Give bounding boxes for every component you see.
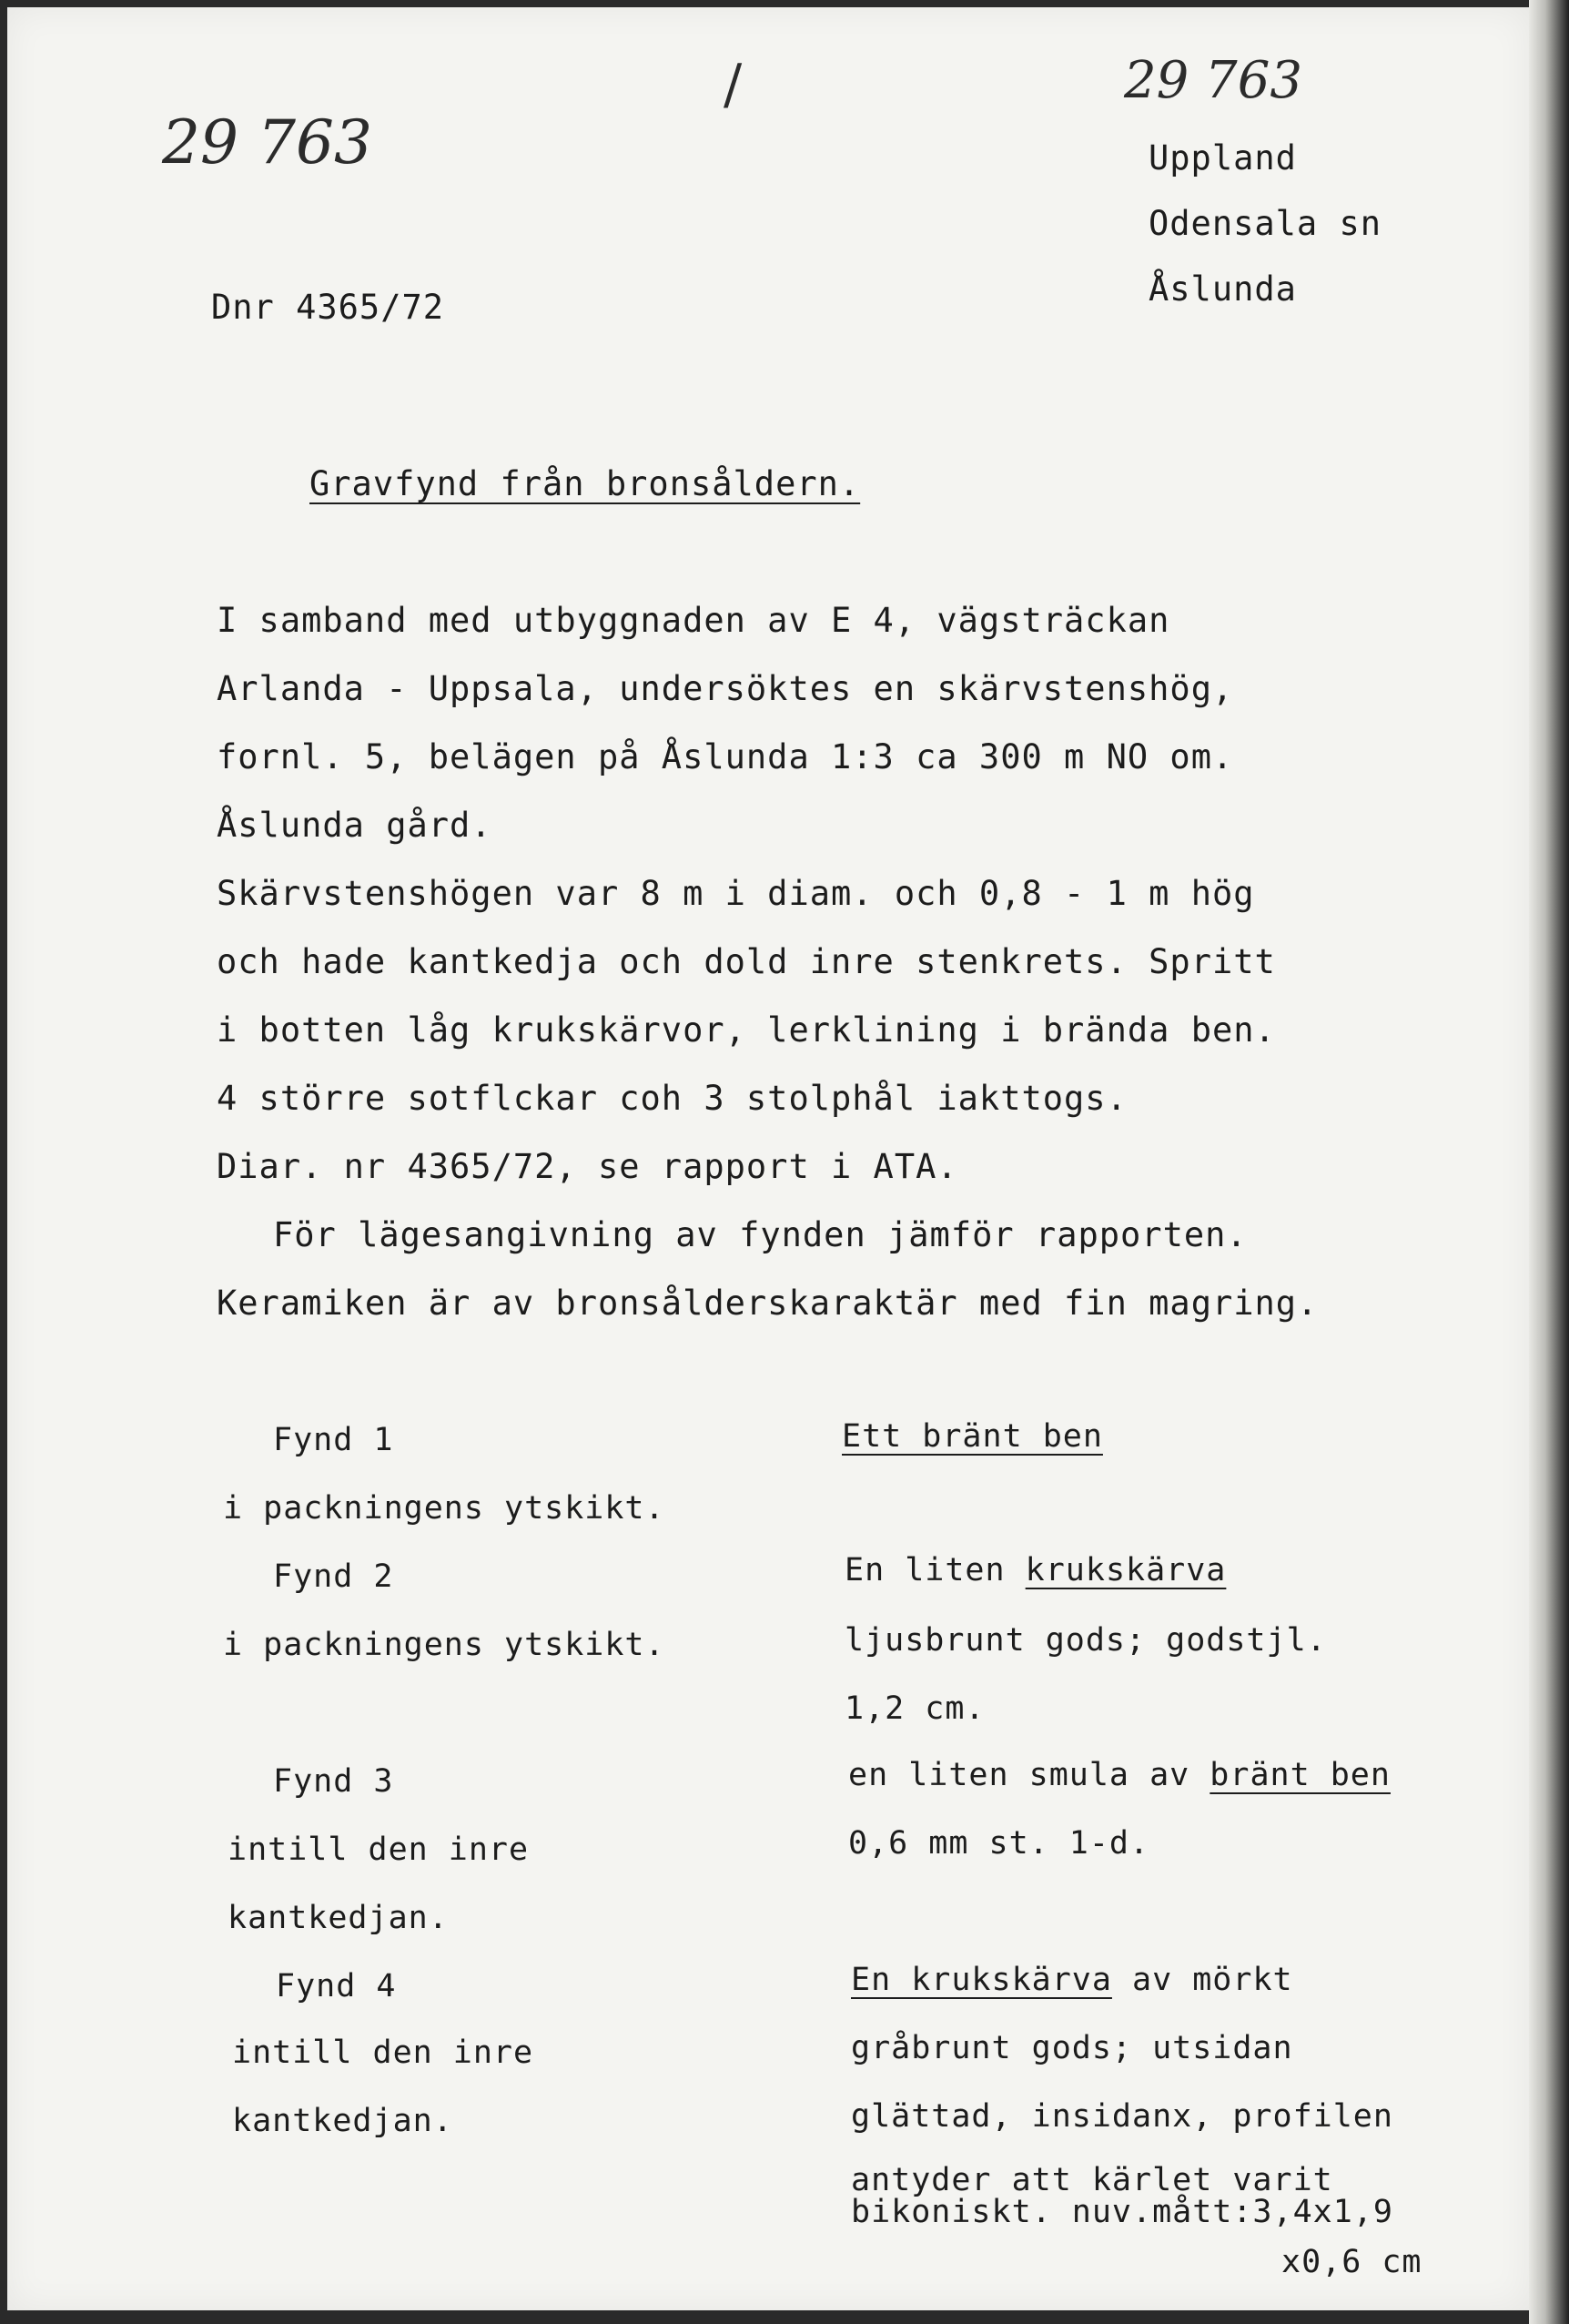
find-description-line: glättad, insidanx, profilen: [851, 2098, 1393, 2135]
find-location: intill den inre: [232, 2035, 534, 2071]
body-line: Skärvstenshögen var 8 m i diam. och 0,8 - 1 m hög: [217, 874, 1255, 913]
body-line: Diar. nr 4365/72, se rapport i ATA.: [217, 1147, 958, 1186]
find-description: [845, 1552, 1226, 1588]
find-location: kantkedjan.: [232, 2103, 453, 2139]
find-description-line: antyder att kärlet varit: [851, 2162, 1333, 2198]
find-description-underlined: En krukskärva: [851, 1962, 1112, 1998]
find-description-line: 1,2 cm.: [845, 1690, 986, 1727]
body-line: och hade kantkedja och dold inre stenkrets. Spritt: [217, 942, 1276, 981]
body-line: I samband med utbyggnaden av E 4, vägsträckan: [217, 601, 1170, 640]
find-description: [842, 1418, 1103, 1455]
handwritten-number-left: 29 763: [162, 107, 372, 178]
find-description-text: En liten: [845, 1552, 1026, 1588]
find-location: i packningens ytskikt.: [223, 1627, 665, 1663]
handwritten-mark: /: [724, 53, 743, 117]
find-description-underlined: krukskärva: [1025, 1552, 1227, 1588]
document-title-text: Gravfynd från bronsåldern.: [309, 464, 861, 503]
place: Åslunda: [1149, 269, 1297, 309]
find-description: [848, 1757, 1391, 1793]
find-label: Fynd 1: [273, 1422, 394, 1458]
find-description-line: 0,6 mm st. 1-d.: [848, 1825, 1150, 1862]
find-description-underlined: Ett bränt ben: [842, 1418, 1103, 1455]
scan-edge: [1529, 0, 1569, 2324]
body-line: Åslunda gård.: [217, 806, 492, 845]
parish: Odensala sn: [1149, 204, 1382, 243]
find-location: i packningens ytskikt.: [223, 1490, 665, 1527]
find-description-text: en liten smula av: [848, 1757, 1210, 1793]
find-description-line: ljusbrunt gods; godstjl.: [845, 1622, 1327, 1659]
find-location: kantkedjan.: [228, 1900, 449, 1936]
find-location: intill den inre: [228, 1832, 530, 1868]
find-label: Fynd 2: [273, 1558, 394, 1595]
find-label: Fynd 3: [273, 1763, 394, 1800]
body-line: Arlanda - Uppsala, undersöktes en skärvstenshög,: [217, 669, 1234, 708]
body-line: i botten låg krukskärvor, lerklining i brända ben.: [217, 1010, 1276, 1050]
find-description-line: bikoniskt. nuv.mått:3,4x1,9: [851, 2194, 1393, 2230]
province: Uppland: [1149, 138, 1297, 178]
find-description-line: gråbrunt gods; utsidan: [851, 2030, 1293, 2066]
handwritten-number-right: 29 763: [1124, 51, 1302, 110]
dnr: Dnr 4365/72: [211, 288, 445, 327]
find-description: [851, 1962, 1293, 1998]
find-description-line: x0,6 cm: [1281, 2244, 1422, 2280]
body-line: Keramiken är av bronsålderskaraktär med fin magring.: [217, 1284, 1319, 1323]
body-line: För lägesangivning av fynden jämför rapporten.: [273, 1215, 1248, 1254]
find-description-underlined: bränt ben: [1210, 1757, 1391, 1793]
body-line: 4 större sotflckar coh 3 stolphål iakttogs.: [217, 1079, 1128, 1118]
body-line: fornl. 5, belägen på Åslunda 1:3 ca 300 m NO om.: [217, 737, 1234, 776]
document-title: [309, 464, 860, 503]
find-description-text: av mörkt: [1111, 1962, 1293, 1998]
find-label: Fynd 4: [276, 1968, 397, 2004]
